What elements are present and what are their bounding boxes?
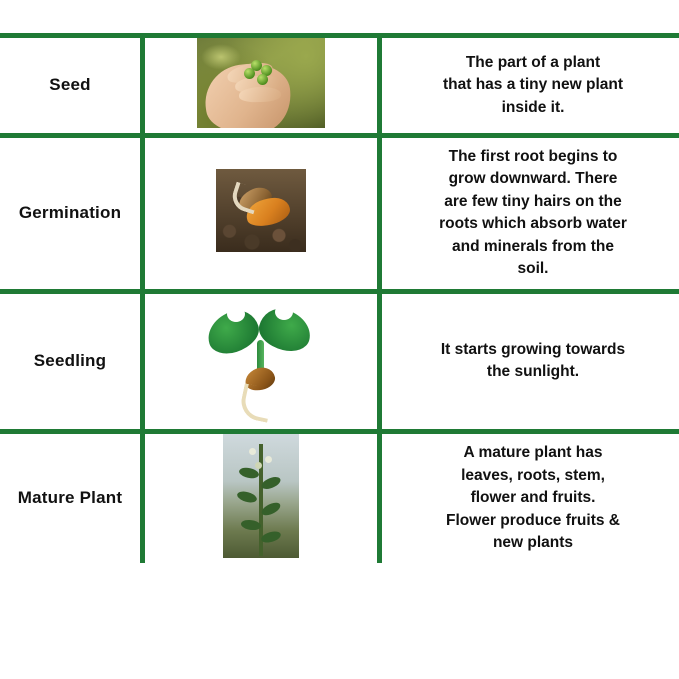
table-row bbox=[0, 291, 679, 431]
stage-description-cell-germination bbox=[380, 136, 679, 292]
stage-description-cell-mature-plant bbox=[380, 431, 679, 563]
description-line: are few tiny hairs on the bbox=[444, 192, 622, 210]
stage-label: Mature Plant bbox=[17, 487, 123, 507]
description-line: The part of a plant bbox=[465, 53, 601, 71]
stage-label: Seedling bbox=[33, 350, 107, 370]
stage-image-cell-seed bbox=[143, 36, 380, 136]
description-line: flower and fruits. bbox=[470, 489, 596, 507]
flower-shape bbox=[265, 456, 272, 463]
seed-shape bbox=[257, 74, 268, 85]
stage-description bbox=[382, 331, 679, 392]
flower-shape bbox=[249, 448, 256, 455]
stage-label-cell-seed bbox=[0, 36, 143, 136]
table-row bbox=[0, 36, 679, 136]
description-line: and minerals from the bbox=[452, 237, 614, 255]
stage-description bbox=[382, 138, 679, 289]
description-line: roots which absorb water bbox=[439, 215, 627, 233]
description-line: inside it. bbox=[501, 98, 565, 116]
mature-flowering-plant-photo bbox=[223, 434, 299, 558]
description-line: soil. bbox=[517, 260, 549, 278]
seedling-with-two-leaves-illustration bbox=[201, 294, 321, 424]
description-line: A mature plant has bbox=[463, 444, 603, 462]
stage-description bbox=[382, 434, 679, 562]
flower-shape bbox=[255, 462, 262, 469]
table-row bbox=[0, 431, 679, 563]
description-line: grow downward. There bbox=[448, 170, 618, 188]
description-line: It starts growing towards bbox=[440, 340, 626, 358]
stage-description-cell-seed bbox=[380, 36, 679, 136]
description-line: The first root begins to bbox=[448, 148, 618, 165]
stage-image-cell-seedling bbox=[143, 291, 380, 431]
stage-image-cell-mature-plant bbox=[143, 431, 380, 563]
leaf-notch bbox=[275, 304, 293, 320]
description-line: the sunlight. bbox=[486, 363, 580, 381]
stage-description-cell-seedling bbox=[380, 291, 679, 431]
description-line: new plants bbox=[492, 534, 574, 552]
germinating-seed-in-soil-photo bbox=[216, 169, 306, 252]
stage-description bbox=[382, 44, 679, 127]
stage-image-cell-germination bbox=[143, 136, 380, 292]
plant-life-cycle-table bbox=[0, 33, 679, 563]
hand-holding-seeds-photo bbox=[197, 38, 325, 128]
stage-label-cell-mature-plant bbox=[0, 431, 143, 563]
stage-label-cell-seedling bbox=[0, 291, 143, 431]
stage-label-cell-germination bbox=[0, 136, 143, 292]
description-line: leaves, roots, stem, bbox=[461, 466, 605, 484]
leaf-notch bbox=[227, 306, 245, 322]
description-line: that has a tiny new plant bbox=[443, 76, 623, 94]
seed-shape bbox=[244, 68, 255, 79]
description-line: Flower produce fruits & bbox=[446, 511, 620, 529]
stage-label: Seed bbox=[49, 75, 91, 95]
table-row bbox=[0, 136, 679, 292]
stage-label: Germination bbox=[18, 202, 122, 222]
root-shape bbox=[238, 383, 274, 422]
